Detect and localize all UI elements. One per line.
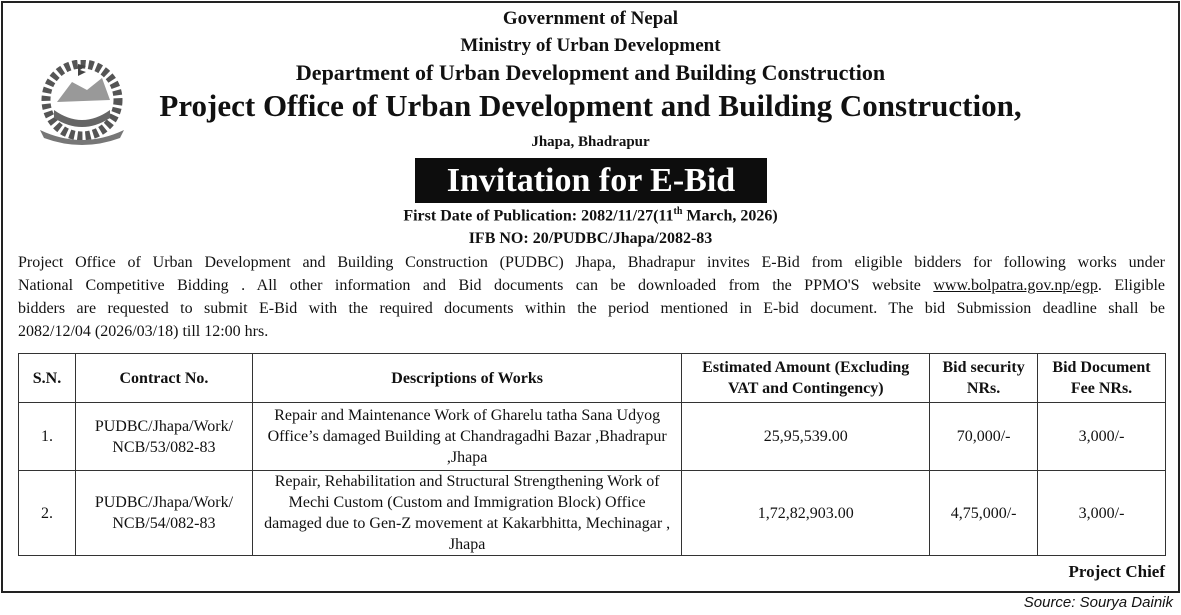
- paragraph-line: bidders are requested to submit E-Bid with the required documents within the period mentioned in E-bid document. The bid Submission deadline shall be: [18, 300, 1165, 317]
- cell-contract: PUDBC/Jhapa/Work/ NCB/54/082-83: [75, 471, 252, 556]
- cell-description: Repair, Rehabilitation and Structural Strengthening Work of Mechi Custom (Custom and Immigration Block) Office damaged due to Gen-Z movement at Kakarbhitta, Mechinagar , Jhapa: [252, 471, 681, 556]
- header-description: Descriptions of Works: [252, 354, 681, 403]
- bolpatra-link[interactable]: www.bolpatra.gov.np/egp: [933, 277, 1098, 294]
- cell-sn: 2.: [19, 471, 76, 556]
- source-credit: Source: Sourya Dainik: [1023, 594, 1173, 611]
- table-row: [19, 403, 1166, 471]
- cell-contract: PUDBC/Jhapa/Work/ NCB/53/082-83: [75, 403, 252, 471]
- paragraph-line: Project Office of Urban Development and Building Construction (PUDBC) Jhapa, Bhadrapur invites E-Bid from eligible bidders for following works under: [18, 254, 1165, 271]
- ifb-number: IFB NO: 20/PUDBC/Jhapa/2082-83: [468, 230, 713, 247]
- header-sn: S.N.: [19, 354, 76, 403]
- notice-title: Invitation for E-Bid: [415, 158, 767, 203]
- cell-security: 4,75,000/-: [930, 471, 1038, 556]
- header-fee: Bid Document Fee NRs.: [1038, 354, 1166, 403]
- paragraph-line: 2082/12/04 (2026/03/18) till 12:00 hrs.: [18, 323, 269, 340]
- cell-fee: 3,000/-: [1038, 403, 1166, 471]
- cell-security: 70,000/-: [930, 403, 1038, 471]
- paragraph-line: National Competitive Bidding . All other information and Bid documents can be downloaded from the PPMO'S website www.bolpatra.gov.np/egp. Eligible: [18, 277, 1165, 294]
- cell-amount: 25,95,539.00: [682, 403, 930, 471]
- invitation-paragraph: [18, 251, 1165, 343]
- cell-fee: 3,000/-: [1038, 471, 1166, 556]
- table-header-row: [19, 354, 1166, 403]
- header-government: Government of Nepal: [502, 8, 679, 29]
- header-amount: Estimated Amount (Excluding VAT and Contingency): [682, 354, 930, 403]
- header-department: Department of Urban Development and Building Construction: [295, 60, 886, 85]
- header-project-office: Project Office of Urban Development and Building Construction,: [159, 88, 1022, 123]
- cell-amount: 1,72,82,903.00: [682, 471, 930, 556]
- header-contract: Contract No.: [75, 354, 252, 403]
- cell-sn: 1.: [19, 403, 76, 471]
- header-security: Bid security NRs.: [930, 354, 1038, 403]
- header-location: Jhapa, Bhadrapur: [531, 134, 650, 150]
- table-row: [19, 471, 1166, 556]
- publication-date: First Date of Publication: 2082/11/27(11th March, 2026): [403, 206, 778, 225]
- works-table: [18, 353, 1166, 556]
- cell-description: Repair and Maintenance Work of Gharelu tatha Sana Udyog Office’s damaged Building at Chandragadhi Bazar ,Bhadrapur ,Jhapa: [252, 403, 681, 471]
- header-ministry: Ministry of Urban Development: [460, 35, 721, 56]
- signatory: Project Chief: [1068, 562, 1165, 581]
